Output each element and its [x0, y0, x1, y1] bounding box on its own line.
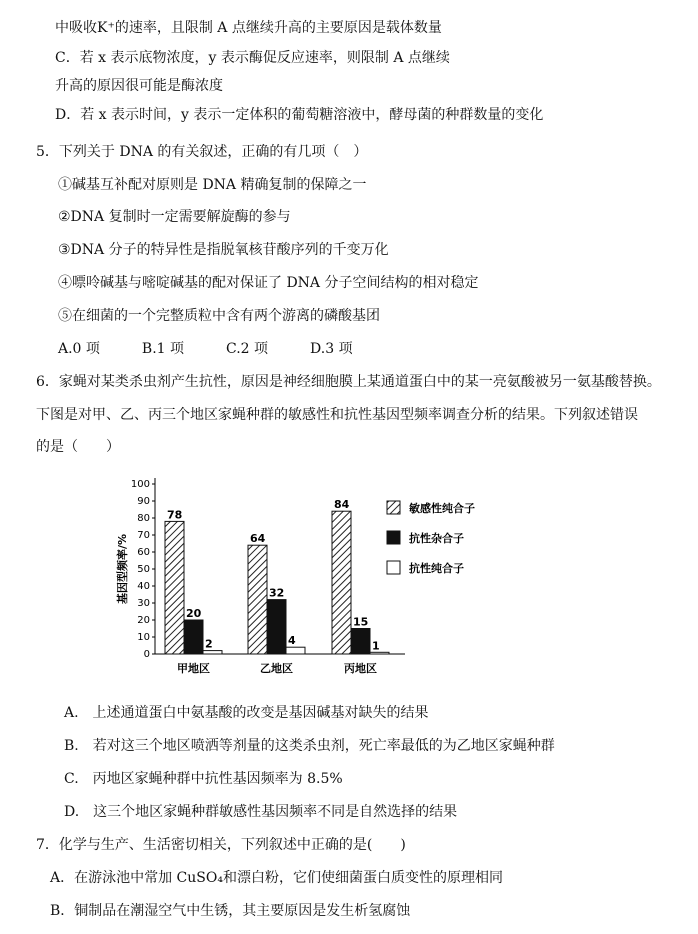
bar-data-label: 20 — [186, 607, 202, 620]
legend-swatch — [387, 531, 400, 544]
y-tick-label: 70 — [137, 530, 150, 541]
y-tick-label: 30 — [137, 598, 150, 609]
bar — [248, 545, 267, 654]
bar — [351, 629, 370, 655]
question-5-options: A.0 项 B.1 项 C.2 项 D.3 项 — [58, 341, 353, 357]
y-tick-label: 100 — [130, 479, 150, 490]
y-tick-label: 20 — [137, 615, 150, 626]
bar — [267, 600, 286, 654]
legend-swatch — [387, 561, 400, 574]
bar — [332, 511, 351, 654]
option-c-line-1: C．若 x 表示底物浓度，y 表示酶促反应速率，则限制 A 点继续 — [55, 50, 450, 66]
legend-label: 敏感性纯合子 — [409, 502, 475, 515]
y-tick-label: 80 — [137, 513, 150, 524]
genotype-frequency-chart — [110, 468, 530, 688]
question-6-line-2: 下图是对甲、乙、丙三个地区家蝇种群的敏感性和抗性基因型频率调查分析的结果。下列叙述错误 — [36, 407, 638, 423]
option-c-line-2: 升高的原因很可能是酶浓度 — [55, 78, 223, 94]
bar-data-label: 2 — [205, 637, 213, 651]
question-7-option-a: A．在游泳池中常加 CuSO₄和漂白粉，它们使细菌蛋白质变性的原理相同 — [50, 870, 503, 886]
statement-4: ④嘌呤碱基与嘧啶碱基的配对保证了 DNA 分子空间结构的相对稳定 — [58, 275, 479, 291]
bar-data-label: 1 — [372, 639, 380, 653]
question-6-option-b: B. 若对这三个地区喷洒等剂量的这类杀虫剂，死亡率最低的为乙地区家蝇种群 — [64, 738, 555, 754]
y-tick-label: 90 — [137, 496, 150, 507]
statement-5: ⑤在细菌的一个完整质粒中含有两个游离的磷酸基团 — [58, 308, 380, 324]
bar — [286, 647, 305, 654]
category-label: 丙地区 — [344, 662, 377, 675]
bar-data-label: 84 — [334, 498, 350, 512]
text-line-1: 中吸收K⁺的速率，且限制 A 点继续升高的主要原因是载体数量 — [55, 20, 442, 36]
y-tick-label: 10 — [137, 632, 150, 643]
bar — [203, 651, 222, 654]
bar-data-label: 4 — [288, 634, 296, 648]
question-6-option-d: D. 这三个地区家蝇种群敏感性基因频率不同是自然选择的结果 — [64, 804, 458, 820]
y-tick-label: 60 — [137, 547, 150, 558]
y-tick-label: 40 — [137, 581, 150, 592]
legend-label: 抗性杂合子 — [409, 532, 464, 545]
question-6-line-3: 的是（ ） — [36, 439, 120, 455]
question-7-option-b: B．铜制品在潮湿空气中生锈，其主要原因是发生析氢腐蚀 — [50, 903, 411, 919]
chart-svg — [110, 468, 530, 688]
category-label: 乙地区 — [260, 662, 293, 675]
bar-data-label: 64 — [250, 532, 266, 546]
question-6-option-a: A. 上述通道蛋白中氨基酸的改变是基因碱基对缺失的结果 — [64, 705, 429, 721]
question-5-title: 5．下列关于 DNA 的有关叙述，正确的有几项（ ） — [36, 144, 368, 160]
y-tick-label: 0 — [143, 649, 150, 660]
statement-3: ③DNA 分子的特异性是指脱氧核苷酸序列的千变万化 — [58, 242, 389, 258]
question-7-title: 7．化学与生产、生活密切相关，下列叙述中正确的是( ) — [36, 837, 406, 853]
bar — [165, 521, 184, 654]
y-tick-label: 50 — [137, 564, 150, 575]
option-d: D．若 x 表示时间，y 表示一定体积的葡萄糖溶液中，酵母菌的种群数量的变化 — [55, 107, 544, 123]
bar-data-label: 32 — [269, 586, 285, 600]
statement-2: ②DNA 复制时一定需要解旋酶的参与 — [58, 209, 291, 225]
question-6-line-1: 6．家蝇对某类杀虫剂产生抗性，原因是神经细胞膜上某通道蛋白中的某一亮氨酸被另一氨基酸替换。 — [36, 374, 661, 390]
bar — [184, 620, 203, 654]
question-6-option-c: C. 丙地区家蝇种群中抗性基因频率为 8.5% — [64, 771, 343, 787]
y-axis-label: 基因型频率/% — [116, 533, 129, 605]
category-label: 甲地区 — [177, 662, 210, 675]
bar-data-label: 15 — [353, 615, 369, 629]
statement-1: ①碱基互补配对原则是 DNA 精确复制的保障之一 — [58, 177, 367, 193]
legend-swatch — [387, 501, 400, 514]
bar — [370, 652, 389, 654]
bar-data-label: 78 — [167, 508, 183, 522]
legend-label: 抗性纯合子 — [409, 562, 464, 575]
